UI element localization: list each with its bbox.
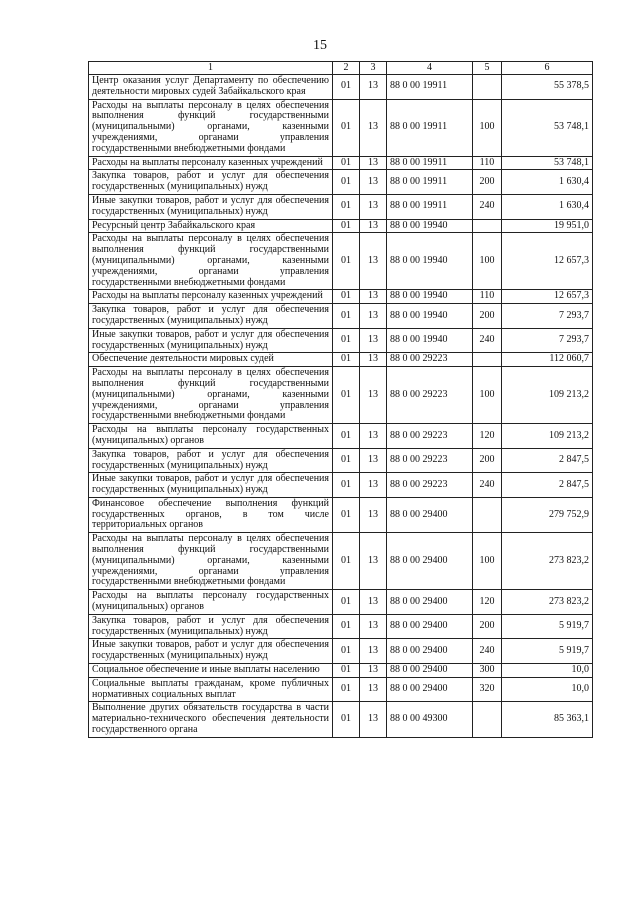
subsection-cell: 13 [360,233,387,290]
subsection-cell: 13 [360,156,387,170]
expense-name-cell: Иные закупки товаров, работ и услуг для обеспечения государственных (муниципальных) нужд [89,473,333,498]
expense-name-cell: Расходы на выплаты персоналу государственных (муниципальных) органов [89,424,333,449]
column-header: 3 [360,62,387,75]
target-article-cell: 88 0 00 29223 [387,473,473,498]
expense-type-cell: 110 [473,290,502,304]
section-cell: 01 [333,304,360,329]
target-article-cell: 88 0 00 29400 [387,533,473,590]
expense-name-cell: Иные закупки товаров, работ и услуг для обеспечения государственных (муниципальных) нужд [89,194,333,219]
section-cell: 01 [333,353,360,367]
subsection-cell: 13 [360,170,387,195]
section-cell: 01 [333,170,360,195]
expense-name-cell: Центр оказания услуг Департаменту по обеспечению деятельности мировых судей Забайкальского края [89,75,333,100]
target-article-cell: 88 0 00 49300 [387,702,473,737]
expense-type-cell [473,702,502,737]
amount-cell: 19 951,0 [502,219,593,233]
subsection-cell: 13 [360,328,387,353]
table-row [89,233,593,290]
subsection-cell: 13 [360,99,387,156]
expense-name-cell: Обеспечение деятельности мировых судей [89,353,333,367]
column-header: 2 [333,62,360,75]
section-cell: 01 [333,677,360,702]
section-cell: 01 [333,219,360,233]
amount-cell: 1 630,4 [502,170,593,195]
subsection-cell: 13 [360,353,387,367]
section-cell: 01 [333,424,360,449]
column-header: 4 [387,62,473,75]
header-row [89,62,593,75]
expense-name-cell: Закупка товаров, работ и услуг для обеспечения государственных (муниципальных) нужд [89,304,333,329]
expense-name-cell: Закупка товаров, работ и услуг для обеспечения государственных (муниципальных) нужд [89,448,333,473]
budget-table [88,61,593,738]
page-number: 15 [313,38,327,53]
expense-name-cell: Расходы на выплаты персоналу в целях обеспечения выполнения функций государственными (муниципальными) органами, казенными учреждениями, органами управления государственными внебюджетными фондами [89,99,333,156]
amount-cell: 53 748,1 [502,156,593,170]
table-row [89,590,593,615]
expense-name-cell: Закупка товаров, работ и услуг для обеспечения государственных (муниципальных) нужд [89,614,333,639]
section-cell: 01 [333,75,360,100]
expense-type-cell: 300 [473,664,502,678]
section-cell: 01 [333,233,360,290]
section-cell: 01 [333,702,360,737]
expense-type-cell: 240 [473,639,502,664]
section-cell: 01 [333,194,360,219]
expense-type-cell: 200 [473,170,502,195]
expense-type-cell: 200 [473,448,502,473]
section-cell: 01 [333,497,360,532]
subsection-cell: 13 [360,473,387,498]
expense-name-cell: Расходы на выплаты персоналу в целях обеспечения выполнения функций государственными (муниципальными) органами, казенными учреждениями, органами управления государственными внебюджетными фондами [89,533,333,590]
table-row [89,170,593,195]
section-cell: 01 [333,639,360,664]
table-row [89,75,593,100]
subsection-cell: 13 [360,533,387,590]
table-row [89,473,593,498]
target-article-cell: 88 0 00 19911 [387,194,473,219]
subsection-cell: 13 [360,448,387,473]
table-row [89,614,593,639]
subsection-cell: 13 [360,290,387,304]
amount-cell: 5 919,7 [502,639,593,664]
expense-type-cell: 110 [473,156,502,170]
target-article-cell: 88 0 00 29223 [387,353,473,367]
section-cell: 01 [333,614,360,639]
table-row [89,353,593,367]
amount-cell: 279 752,9 [502,497,593,532]
amount-cell: 112 060,7 [502,353,593,367]
table-row [89,99,593,156]
expense-name-cell: Выполнение других обязательств государства в части материально-технического обеспечения деятельности государственного органа [89,702,333,737]
target-article-cell: 88 0 00 29400 [387,664,473,678]
subsection-cell: 13 [360,677,387,702]
target-article-cell: 88 0 00 29400 [387,677,473,702]
target-article-cell: 88 0 00 19911 [387,99,473,156]
target-article-cell: 88 0 00 29223 [387,424,473,449]
expense-name-cell: Иные закупки товаров, работ и услуг для обеспечения государственных (муниципальных) нужд [89,328,333,353]
table-row [89,219,593,233]
table-row [89,448,593,473]
target-article-cell: 88 0 00 19940 [387,304,473,329]
expense-type-cell: 320 [473,677,502,702]
column-header: 5 [473,62,502,75]
subsection-cell: 13 [360,702,387,737]
table-row [89,702,593,737]
expense-name-cell: Иные закупки товаров, работ и услуг для обеспечения государственных (муниципальных) нужд [89,639,333,664]
expense-type-cell: 120 [473,590,502,615]
section-cell: 01 [333,590,360,615]
amount-cell: 273 823,2 [502,533,593,590]
section-cell: 01 [333,290,360,304]
amount-cell: 7 293,7 [502,304,593,329]
target-article-cell: 88 0 00 29400 [387,590,473,615]
table-body [89,75,593,738]
target-article-cell: 88 0 00 29223 [387,367,473,424]
expense-name-cell: Ресурсный центр Забайкальского края [89,219,333,233]
amount-cell: 2 847,5 [502,448,593,473]
target-article-cell: 88 0 00 19940 [387,328,473,353]
table-row [89,194,593,219]
target-article-cell: 88 0 00 29400 [387,639,473,664]
target-article-cell: 88 0 00 19911 [387,156,473,170]
table-row [89,677,593,702]
table-row [89,304,593,329]
expense-name-cell: Расходы на выплаты персоналу в целях обеспечения выполнения функций государственными (муниципальными) органами, казенными учреждениями, органами управления государственными внебюджетными фондами [89,233,333,290]
expense-name-cell: Закупка товаров, работ и услуг для обеспечения государственных (муниципальных) нужд [89,170,333,195]
target-article-cell: 88 0 00 19911 [387,75,473,100]
table-row [89,664,593,678]
target-article-cell: 88 0 00 19911 [387,170,473,195]
table-row [89,156,593,170]
table-row [89,533,593,590]
expense-type-cell: 120 [473,424,502,449]
subsection-cell: 13 [360,590,387,615]
amount-cell: 55 378,5 [502,75,593,100]
subsection-cell: 13 [360,664,387,678]
amount-cell: 2 847,5 [502,473,593,498]
table-row [89,424,593,449]
expense-name-cell: Расходы на выплаты персоналу казенных учреждений [89,290,333,304]
target-article-cell: 88 0 00 19940 [387,233,473,290]
subsection-cell: 13 [360,304,387,329]
amount-cell: 109 213,2 [502,367,593,424]
section-cell: 01 [333,367,360,424]
target-article-cell: 88 0 00 19940 [387,219,473,233]
expense-type-cell: 200 [473,614,502,639]
expense-type-cell: 100 [473,99,502,156]
subsection-cell: 13 [360,219,387,233]
amount-cell: 5 919,7 [502,614,593,639]
expense-name-cell: Социальные выплаты гражданам, кроме публичных нормативных социальных выплат [89,677,333,702]
expense-type-cell: 240 [473,328,502,353]
expense-type-cell: 200 [473,304,502,329]
column-header: 6 [502,62,593,75]
subsection-cell: 13 [360,497,387,532]
amount-cell: 85 363,1 [502,702,593,737]
amount-cell: 1 630,4 [502,194,593,219]
subsection-cell: 13 [360,75,387,100]
column-header: 1 [89,62,333,75]
section-cell: 01 [333,156,360,170]
expense-type-cell [473,75,502,100]
expense-name-cell: Расходы на выплаты персоналу в целях обеспечения выполнения функций государственными (муниципальными) органами, казенными учреждениями, органами управления государственными внебюджетными фондами [89,367,333,424]
amount-cell: 12 657,3 [502,233,593,290]
table-row [89,290,593,304]
amount-cell: 273 823,2 [502,590,593,615]
section-cell: 01 [333,664,360,678]
subsection-cell: 13 [360,367,387,424]
expense-name-cell: Расходы на выплаты персоналу казенных учреждений [89,156,333,170]
section-cell: 01 [333,99,360,156]
expense-type-cell: 100 [473,367,502,424]
amount-cell: 10,0 [502,664,593,678]
amount-cell: 53 748,1 [502,99,593,156]
expense-type-cell: 240 [473,194,502,219]
section-cell: 01 [333,473,360,498]
expense-type-cell [473,219,502,233]
section-cell: 01 [333,533,360,590]
subsection-cell: 13 [360,639,387,664]
expense-type-cell: 100 [473,533,502,590]
target-article-cell: 88 0 00 29223 [387,448,473,473]
target-article-cell: 88 0 00 29400 [387,497,473,532]
expense-type-cell: 240 [473,473,502,498]
section-cell: 01 [333,448,360,473]
target-article-cell: 88 0 00 19940 [387,290,473,304]
expense-name-cell: Социальное обеспечение и иные выплаты населению [89,664,333,678]
subsection-cell: 13 [360,424,387,449]
amount-cell: 10,0 [502,677,593,702]
expense-type-cell [473,353,502,367]
target-article-cell: 88 0 00 29400 [387,614,473,639]
subsection-cell: 13 [360,614,387,639]
table-row [89,328,593,353]
expense-type-cell: 100 [473,233,502,290]
expense-type-cell [473,497,502,532]
subsection-cell: 13 [360,194,387,219]
amount-cell: 109 213,2 [502,424,593,449]
amount-cell: 12 657,3 [502,290,593,304]
section-cell: 01 [333,328,360,353]
expense-name-cell: Расходы на выплаты персоналу государственных (муниципальных) органов [89,590,333,615]
table-row [89,497,593,532]
amount-cell: 7 293,7 [502,328,593,353]
table-row [89,639,593,664]
expense-name-cell: Финансовое обеспечение выполнения функций государственных органов, в том числе территориальных органов [89,497,333,532]
table-row [89,367,593,424]
